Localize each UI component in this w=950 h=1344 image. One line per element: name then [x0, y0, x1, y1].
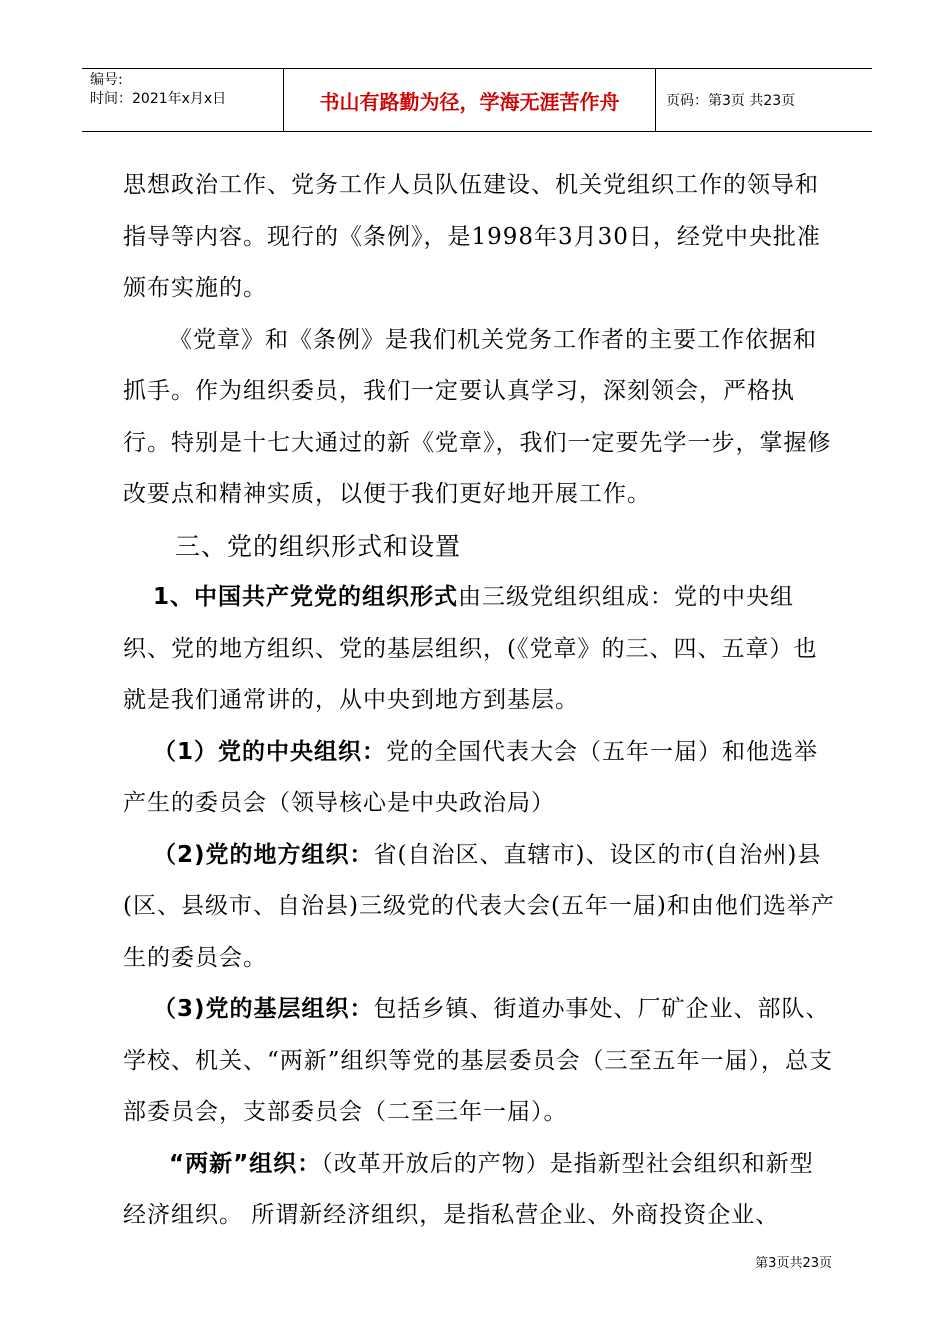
local-org-text: 省(自治区、直辖市)、设区的市(自治州)县(区、县级市、自治县)三级党的代表大会(五年一届)和由他们选举产生的委员会。 — [123, 841, 835, 971]
section-heading-3: 三、党的组织形式和设置 — [175, 531, 462, 561]
header-page-code: 页码：第3页 共23页 — [666, 93, 796, 109]
page-footer: 第3页共23页 — [755, 1256, 832, 1271]
paragraph-1: 思想政治工作、党务工作人员队伍建设、机关党组织工作的领导和指导等内容。现行的《条例》，是1998年3月30日，经党中央批准颁布实施的。 — [123, 172, 821, 301]
header-meta — [82, 69, 284, 131]
org-form-title: 1、中国共产党党的组织形式 — [153, 584, 459, 610]
paragraph-5 — [123, 830, 835, 985]
header-motto: 书山有路勤为径，学海无涯苦作舟 — [284, 69, 656, 131]
grassroots-org-title: （3)党的基层组织： — [153, 996, 374, 1022]
central-org-text: 党的全国代表大会（五年一届）和他选举产生的委员会（领导核心是中央政治局） — [123, 738, 819, 816]
paragraph-3 — [123, 572, 835, 727]
time-label: 时间：2021年x月x日 — [90, 91, 227, 107]
page-header — [82, 68, 872, 132]
number-label: 编号: — [90, 72, 123, 88]
paragraph-2: 《党章》和《条例》是我们机关党务工作者的主要工作依据和抓手。作为组织委员，我们一定要认真学习，深刻领会，严格执行。特别是十七大通过的新《党章》，我们一定要先学一步，掌握修改要点和精神实质，以便于我们更好地开展工作。 — [123, 326, 832, 507]
two-new-org-title: “两新”组织： — [169, 1150, 322, 1177]
document-body — [123, 160, 835, 1242]
paragraph-7 — [123, 1139, 835, 1242]
paragraph-6 — [123, 984, 835, 1139]
paragraph-4 — [123, 727, 835, 830]
local-org-title: （2)党的地方组织： — [153, 841, 374, 868]
grassroots-org-text: 包括乡镇、街道办事处、厂矿企业、部队、学校、机关、“两新”组织等党的基层委员会（三至五年一届），总支部委员会，支部委员会（二至三年一届）。 — [123, 996, 834, 1125]
central-org-title: （1）党的中央组织： — [153, 738, 387, 765]
two-new-org-text: （改革开放后的产物）是指新型社会组织和新型经济组织。 所谓新经济组织，是指私营企业、外商投资企业、 — [123, 1150, 814, 1228]
org-form-text: 由三级党组织组成：党的中央组织、党的地方组织、党的基层组织，(《党章》的三、四、五章）也就是我们通常讲的，从中央到地方到基层。 — [123, 584, 818, 713]
